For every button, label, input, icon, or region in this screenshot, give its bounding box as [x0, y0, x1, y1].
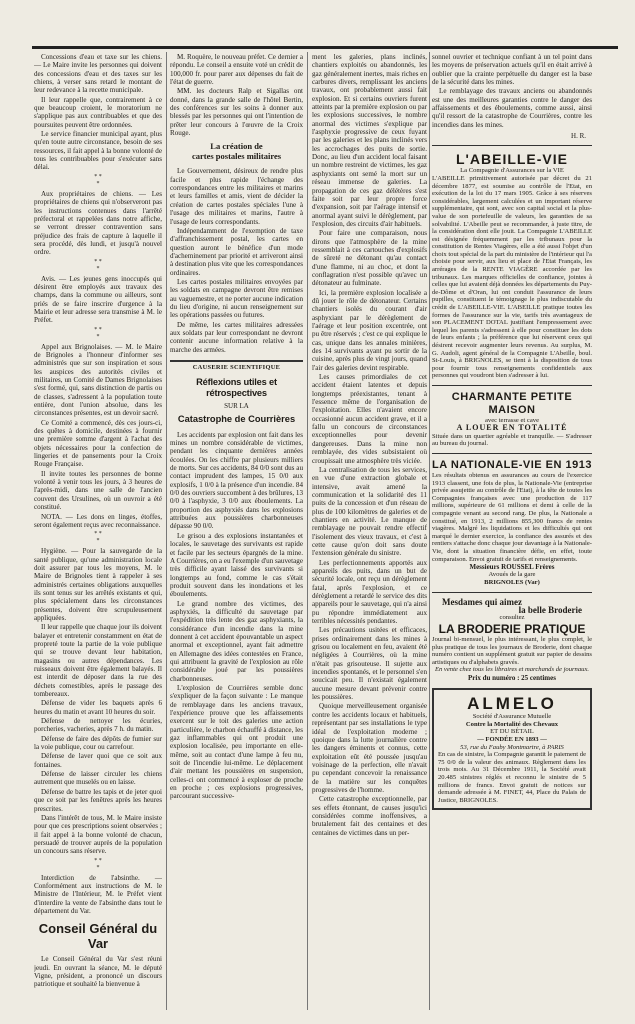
ad-agents-detail: Avoués de la gare [488, 571, 536, 579]
separator-stars: * * * [94, 326, 102, 340]
divider [432, 145, 592, 146]
article-paragraph: M. Roquère, le nouveau préfet. Ce dernier a répondu. Le conseil a ensuite voté un crédit de 100,000 fr. pour parer aux dépenses du fait de l'état de guerre. [170, 53, 303, 87]
separator-stars: * * * [94, 531, 102, 545]
article-paragraph: Les causes primordiales de cet accident étaient latentes et depuis longtemps préexistantes, tenant à l'essence même de l'organisation de l'exploitation. Elles n'avaient encore occasionné aucun accident grave, et il a fallu un concours de circonstances exceptionnelles pour devenir dangereuses. Dans la mine non remblayée, des vides subsistaient où croupissait une atmosphère très viciée. [312, 373, 427, 465]
ad-body: Située dans un quartier agréable et tranquille. — S'adresser au bureau du journal. [432, 432, 592, 448]
ad-sale-info: En vente chez tous les libraires et marchands de journaux. [434, 666, 590, 674]
section-heading [170, 141, 303, 161]
ad-subtitle: Société d'Assurance Mutuelle [472, 713, 552, 721]
article-paragraph: NOTA. — Les dons en linges, étoffes, seront également reçus avec reconnaissance. [34, 512, 162, 529]
article-paragraph: ment les galeries, plans inclinés, chantiers exploités ou abandonnés, les gaz généralement inertes, mais riches en carbures divers, remplissant les anciens travaux, ont probablement aussi fait explosion. Et si certains ouvriers furent atteints par la première explosion ou par les explosions successives, le nombre anormal des victimes s'explique par l'asphyxie progressive de ceux fuyant par les galeries et les plans inclinés vers les accrochages des puits de sortie. Donc, au lieu d'un accident local faisant un nombre restreint de victimes, les gaz asphyxiants ont semé la mort sur un réseau immense de galeries. La propagation de ces gaz délétères s'est faite soit par leur propre force d'expansion, soit par l'aérage intensif et anormal ayant suivi le dérèglement, par l'explosion, des circuits d'air habituels. [312, 53, 427, 228]
ad-founded: — FONDÉE EN 1893 — [477, 736, 547, 744]
article-paragraph: Concessions d'eau et taxe sur les chiens. — Le Maire invite les personnes qui doivent des concessions d'eau et des taxes sur les chiens, à verser sans retard le montant de leur redevance à la recette municipale. [34, 53, 162, 95]
ad-subtitle: Contre la Mortalité des Chevaux [465, 720, 559, 728]
ad-title: L'ABEILLE-VIE [456, 151, 568, 168]
column-rule [166, 52, 167, 1010]
ad-city: BRIGNOLES (Var) [484, 579, 540, 587]
ad-nationale-vie [432, 459, 592, 587]
article-paragraph: Le remblayage des travaux anciens ou abandonnés est une des meilleures garanties contre le danger des affaissements et des éboulements, comme aussi, ainsi qu'il ressort de la catastrophe de Courrières, contre les incendies dans les mines. [432, 87, 592, 129]
article-paragraph: Il leur rappelle que chaque jour ils doivent balayer et entretenir constamment en état de propreté toute la partie de la voie publique qui se trouve devant leur habitation, magasins ou autres dépendances. Les ruisseaux doivent être également balayés. Il est interdit de déposer dans la rue des déchets comestibles, après le passage des tombereaux. [34, 623, 162, 699]
article-paragraph: Quoique merveilleusement organisée contre les accidents locaux et habituels, représentant par ses installations le type idéal de l'exploitation moderne ; quoique dans la lutte journalière contre les dangers éminents et connus, cette exploitation eût été poussée jusqu'au voisinage de la perfection, elle n'avait pu cependant concevoir la renaissance de la matière sur les conquêtes progressives de l'homme. [312, 702, 427, 794]
article-paragraph: Dans l'intérêt de tous, M. le Maire insiste pour que ces prescriptions soient observées ; il fait appel à la bonne volonté de chacun, persuadé de trouver auprès de la population un concours sans réserve. [34, 813, 162, 856]
article-paragraph: Les précautions usitées et efficaces, prises ordinairement dans les mines à grisou ou localement en feu, avaient été négligées à Courrières, où la mine n'était pas grisouteuse. Il sujette aux incendies spontanés, et le personnel s'en soucicait peu. Il n'existait également aucune mesure devant prévenir contre les poussières. [312, 626, 427, 702]
article-paragraph: La centralisation de tous les services, en vue d'une extraction globale et intensive, avait amené la communication et la solidarité des 11 puits de la concession et d'un réseau de plus de 100 kilomètres de galeries et de chantiers en activité. Le manque de remblayage ne pouvait rendre effectif l'isolement des vieux travaux, et c'est à cette cause qu'on doit sans doute l'extension générale du sinistre. [312, 465, 427, 558]
article-paragraph: Défense de faire des dépôts de fumier sur la voie publique, cour ou carrefour. [34, 734, 162, 752]
article-paragraph: Avis. — Les jeunes gens inoccupés qui désirent être employés aux travaux des champs, dans la commune ou ailleurs, sont priés de se faire inscrire d'urgence à la Mairie et leur adresse sera transmise à M. le Préfet. [34, 274, 162, 325]
divider [432, 385, 592, 386]
section-heading: Conseil Général du Var [38, 921, 158, 952]
divider [432, 592, 592, 593]
ad-line: la belle Broderie [518, 605, 582, 615]
ad-agents: Messieurs ROUSSEL Frères [469, 563, 555, 572]
ad-line: Mesdames qui aimez [442, 596, 522, 607]
article-title-connector: SUR LA [224, 402, 249, 411]
article-title: Réflexions utiles et rétrospectives [196, 377, 277, 399]
article-paragraph: Les cartes postales militaires envoyées par les soldats en campagne devront être remises au vaguemestre, et ne porter aucune indication du lieu d'origine, ni aucun renseignement sur les opérations passées ou futures. [170, 277, 303, 320]
ad-body: Les résultats obtenus en assurances au cours de l'exercice 1913 classent, une fois de plus, la Nationale-Vie (entreprise privée assujettie au contrôle de l'Etat), à la tête de toutes les Compagnies françaises avec une production de 117 millions, supérieure de 61 millions et demi à celle de la compagnie venant au second rang. De plus, la Nationale a constitué, en 1913, 2 millions 855,300 francs de rentes viagères. Malgré les liquidations et les difficultés qui ont marqué le dernier exercice, la confiance des assurés et des rentiers s'attache donc chaque jour davantage à la Nationale-Vie, dont la situation financière défie, en effet, toute comparaison. Envoi gratuit de tarifs et renseignements. [432, 472, 592, 563]
column-4 [432, 53, 592, 1012]
article-paragraph: Le Gouvernement, désireux de rendre plus facile et plus rapide l'échange des correspondances entre les militaires et marins et leurs familles et amis, vient de décider la création de cartes postales spéciales l'une à l'usage des militaires et marins, l'autre à l'usage de leurs correspondants. [170, 167, 303, 226]
ad-title: LA NATIONALE-VIE EN 1913 [432, 459, 592, 471]
ad-almelo [432, 688, 592, 810]
divider [432, 453, 592, 454]
section-rule [170, 360, 303, 362]
ad-title: ALMELO [467, 694, 557, 714]
ad-subtitle: ET DU BÉTAIL [490, 728, 534, 736]
article-paragraph: Ce Comité a commencé, dès ces jours-ci, des quêtes à domicile, destinées à fournir une première somme d'argent à l'achat des objets nécessaires pour la confection de lingeries et de pansements pour la Croix Rouge Française. [34, 418, 162, 469]
column-rule [429, 52, 430, 1010]
article-paragraph: Défense de vider les baquets après 6 heures du matin et avant 10 heures du soir. [34, 699, 162, 716]
ad-body: L'ABEILLE primitivement autorisée par décret du 21 décembre 1877, est soumise au contrôle de l'Etat, en exécution de la loi du 17 mars 1905. Grâce à ses réserves considérables, largement calculées et un important réserve supplémentaire, qui sont, avec son capital social et la plus-value de son portefeuille de valeurs, les garanties de sa solvabilité. L'Abeille peut se recommander, à juste titre, de la considération dont elle jouit. La Compagnie L'ABEILLE est désignée fréquemment par les tribunaux pour la constitution de Rentes Viagères, elle a été aussi l'objet d'un choix tout spécial de la part du ministère de l'intérieur qui l'a choisie pour servir, aux lieu et place de l'Etat Français, les arrérages de la RENTE VIAGÈRE accordée par les tribunaux. Les marques officielles de confiance, jointes à celles que lui avaient déjà données les départements du Puy-de-Dôme et d'Oran, lui ont conduit l'assurance de leurs pupilles, constituent le témoignage le plus indiscutable du crédit de L'ABEILLE-VIE. L'ABEILLE pratique toutes les formes de l'assurance sur la vie, tarifs très avantageux de son PLACEMENT DOTAL justifiant l'empressement avec lequel les parents s'adressent à elle pour constituer les dots de leurs enfants ; la préférence que lui réservent ceux qui désirent recevoir augmenter leurs revenus. Au surplus, M. G. Audoli, agent général de la Compagnie L'Abeille, boul. St-Louis, à BRIGNOLES, se tient à la disposition de tous pour fournir tous renseignements confidentiels aux personnes qui voudront bien s'adresser à lui. [432, 174, 592, 380]
ad-maison [432, 391, 592, 448]
ad-abeille [432, 151, 592, 380]
ad-title: CHARMANTE PETITE MAISON [451, 390, 573, 416]
separator-stars: * * * [94, 258, 102, 272]
article-paragraph: Ici, la première explosion localisée a dû jouer le rôle de détonateur. Certains chantiers isolés du courant d'air asphyxiant par le dérèglement de l'aérage et leur position excentrée, ont pu être réservés ; c'est ce qui explique le cas, unique dans les annales minières, des 14 survivants ayant pu sortir de la cuisine, après plus de vingt jours, quand l'air des galeries devint respirable. [312, 288, 427, 372]
article-paragraph: Indépendamment de l'exemption de taxe d'affranchissement postal, les cartes en question auront le bénéfice d'un mode d'acheminement par priorité et arriveront ainsi à destination plus vite que les correspondances ordinaires. [170, 226, 303, 277]
article-paragraph: Il invite toutes les personnes de bonne volonté à venir tous les jours, à 3 heures de l'après-midi, dans une salle de l'ancien couvent des Ursulines, où un ouvroir a été constitué. [34, 469, 162, 512]
article-paragraph: sonnel ouvrier et technique confiant à un tel point dans les moyens de préservation actuels qu'il en était arrivé à oublier que la crainte perpétuelle du danger est la base de la sécurité dans les mines. [432, 53, 592, 87]
article-paragraph: MM. les docteurs Ralp et Sigallas ont donné, dans la grande salle de l'hôtel Bertin, des conférences sur les soins à donner aux blessés par les personnes qui ont l'intention de prêter leur concours à l'œuvre de la Croix Rouge. [170, 87, 303, 138]
article-paragraph: Hygiène. — Pour la sauvegarde de la santé publique, qu'une administration locale doit assurer par tous les moyens, M. le Maire de Brignoles tient à rappeler à ses administrés certaines obligations auxquelles ils sont tenus sur les arrêtés existants et qui, plus spécialement dans les circonstances présentes, doivent être scrupuleusement appliquées. [34, 547, 162, 622]
ad-subtitle: La Compagnie d'Assurances sur la VIE [460, 167, 564, 175]
section-kicker: CAUSERIE SCIENTIFIQUE [192, 364, 281, 371]
ad-address: 53, rue du Fauby Montmartre, à PARIS [460, 743, 564, 751]
ad-body: Journal bi-mensuel, le plus intéressant, le plus complet, le plus pratique de tous les journaux de Broderie, dont chaque numéro contient un supplément gratuit sur papier de dessins artistiques ou d'alphabets gravés. [432, 635, 592, 666]
article-paragraph: De même, les cartes militaires adressées aux soldats par leur correspondant ne devront contenir aucune information relative à la marche des armées. [170, 320, 303, 354]
article-paragraph: Il leur rappelle que, contrairement à ce que beaucoup croient, le moratorium ne s'applique pas aux contribuables et que des poursuites peuvent être ordonnées. [34, 95, 162, 129]
article-paragraph: Les accidents par explosion ont fait dans les mines un nombre considérable de victimes, pendant les cinquante dernières années écoulées. On les chiffre par plusieurs milliers de morts. Sur ces accidents, 84 0/0 sont dus au contact imprudent des lampes, 15 0/0 aux explosifs, 1 0/0 à la présence d'un incendie. 84 0/0 des ouvriers succombent à des brûlures, 13 0/0 à l'asphyxie, 3 0/0 aux éboulements. La proportion des asphyxiés dans les explosions attribuées aux poussières charbonneuses dépasse 90 0/0. [170, 430, 303, 531]
article-paragraph: Les perfectionnements apportés aux appareils des puits, dans un but de sécurité locale, ont reçu un dérèglement fatal, après l'explosion, et ce dérèglement a retardé le service des dits appareils pour le sauvetage, qui n'a ainsi pu répondre immédiatement aux terribles nécessités pendantes. [312, 558, 427, 626]
article-paragraph: Le grisou a des explosions instantanées et locales, le sauvetage des survivants est rapide et facile par les secteurs épargnés de la mine. A Courrières, on a eu l'exemple d'un sauvetage très difficile ayant laissé des survivants si longtemps au fond, comme le cas s'était produit souvent dans les inondations et les éboulements. [170, 531, 303, 599]
ad-line: A LOUER EN TOTALITÉ [456, 423, 568, 433]
ad-body: En cas de sinistre, la Compagnie garantit le paiement de 75 0/0 de la valeur des animaux. Règlement dans les trois mois. Au 31 Décembre 1911, la Société avait 20.485 sinistres réglés et reconnu le sinistre de 5 millions de francs. Envoi gratuit de notices sur demande adressée à M. FINET, 44, Place du Palais de Justice, BRIGNOLES. [438, 751, 586, 804]
article-paragraph: Aux propriétaires de chiens. — Les propriétaires de chiens qui n'observeront pas les instructions contenues dans l'arrêté préfectoral et rappelées dans notre affiche, se verront dresser contravention sans préjudice des frais de capture à laquelle il sera procédé, dès lundi, et jusqu'à nouvel ordre. [34, 189, 162, 257]
column-1 [34, 53, 162, 1012]
article-paragraph: Défense de battre les tapis et de jeter quoi que ce soit par les fenêtres après les heures prescrites. [34, 787, 162, 813]
article-paragraph: Interdiction de l'absinthe. — Conformément aux instructions de M. le Ministre de l'Intérieur, M. le Préfet vient d'interdire la vente de l'absinthe dans tout le département du Var. [34, 873, 162, 915]
article-paragraph: Le grand nombre des victimes, des asphyxiés, la difficulté du sauvetage par l'expédition très lente des gaz asphyxiants, la considérance d'un incendie dans la mine donnent à cet accident épouvantable un aspect anormal et exceptionnel, ayant fait admettre en Allemagne des idées contestées en France, qui attribuent la gravité de l'explosion au rôle considérable joué par les poussières charbonneuses. [170, 599, 303, 683]
article-title: Catastrophe de Courrières [177, 413, 296, 424]
column-2 [170, 53, 303, 1012]
ad-subtitle: avec terrasse et cave [485, 416, 539, 424]
author-signature: H. R. [571, 132, 586, 141]
column-3 [312, 53, 427, 1012]
top-rule [32, 46, 618, 49]
ad-price: Prix du numéro : 25 centimes [468, 673, 556, 682]
article-paragraph: Défense de laisser circuler les chiens autrement que muselés ou en laisse. [34, 770, 162, 787]
article-paragraph: Défense de laver quoi que ce soit aux fontaines. [34, 752, 162, 769]
heading-line: cartes postales militaires [191, 151, 282, 162]
ad-title: LA BRODERIE PRATIQUE [438, 621, 586, 636]
heading-line: La création de [210, 141, 263, 152]
article-paragraph: Le service financier municipal ayant, plus qu'en toute autre circonstance, besoin de ses ressources, il fait appel à la bonne volonté de tous les contribuables pour s'exécuter sans délai. [34, 130, 162, 172]
article-paragraph: Cette catastrophe exceptionnelle, par ses effets étonnant, de causes jusqu'ici considérées comme inoffensives, a brutalement fait des centaines et des centaines de victimes dans un per- [312, 795, 427, 837]
article-paragraph: Défense de nettoyer les écuries, porcheries, vacheries, après 7 h. du matin. [34, 717, 162, 734]
article-paragraph: Pour faire une comparaison, nous dirons que l'atmosphère de la mine ressemblait à ces cartouches d'explosifs de sûreté ne détonant qu'au contact d'une flamme, ni au choc, et dont la conflagration n'est possible qu'avec un détonateur au fulminate. [312, 229, 427, 288]
separator-stars: * * * [94, 173, 102, 187]
ad-line: consultez [499, 614, 525, 622]
separator-stars: * * * [94, 857, 102, 871]
column-rule [307, 52, 308, 1010]
article-paragraph: Le Conseil Général du Var s'est réuni jeudi. En ouvrant la séance, M. le député Vigne, président, a prononcé un discours patriotique et souhaité la bienvenue à [34, 955, 162, 989]
ad-broderie [432, 598, 592, 683]
article-paragraph: L'explosion de Courrières semble donc s'expliquer de la façon suivante : Le manque de remblayage dans les anciens travaux, l'expérience prouve que les affaissements exercent sur le toit des galeries une action particulière, le charbon échauffé à distance, les gaz inflammables qui ont produit une explosion localisée, peu importante en elle-même, soit au contact d'une lampe à feu nu, soit de l'incendie lui-même. Le déplacement d'air mettant les poussières en suspension, celles-ci ont commencé à exploser de proche en proche ; ces explosions progressives, parcourant successive- [170, 684, 303, 801]
article-paragraph: Appel aux Brignolaises. — M. le Maire de Brignoles a l'honneur d'informer ses administrés que sur son inspiration et sous les auspices des autorités civiles et militaires, un Comité de Dames Brignolaises s'est formé, qui, sans distinction de partis ou de classes, s'adressent à la population toute entière, dont l'union absolue, dans les circonstances présentes, est un devoir sacré. [34, 342, 162, 418]
